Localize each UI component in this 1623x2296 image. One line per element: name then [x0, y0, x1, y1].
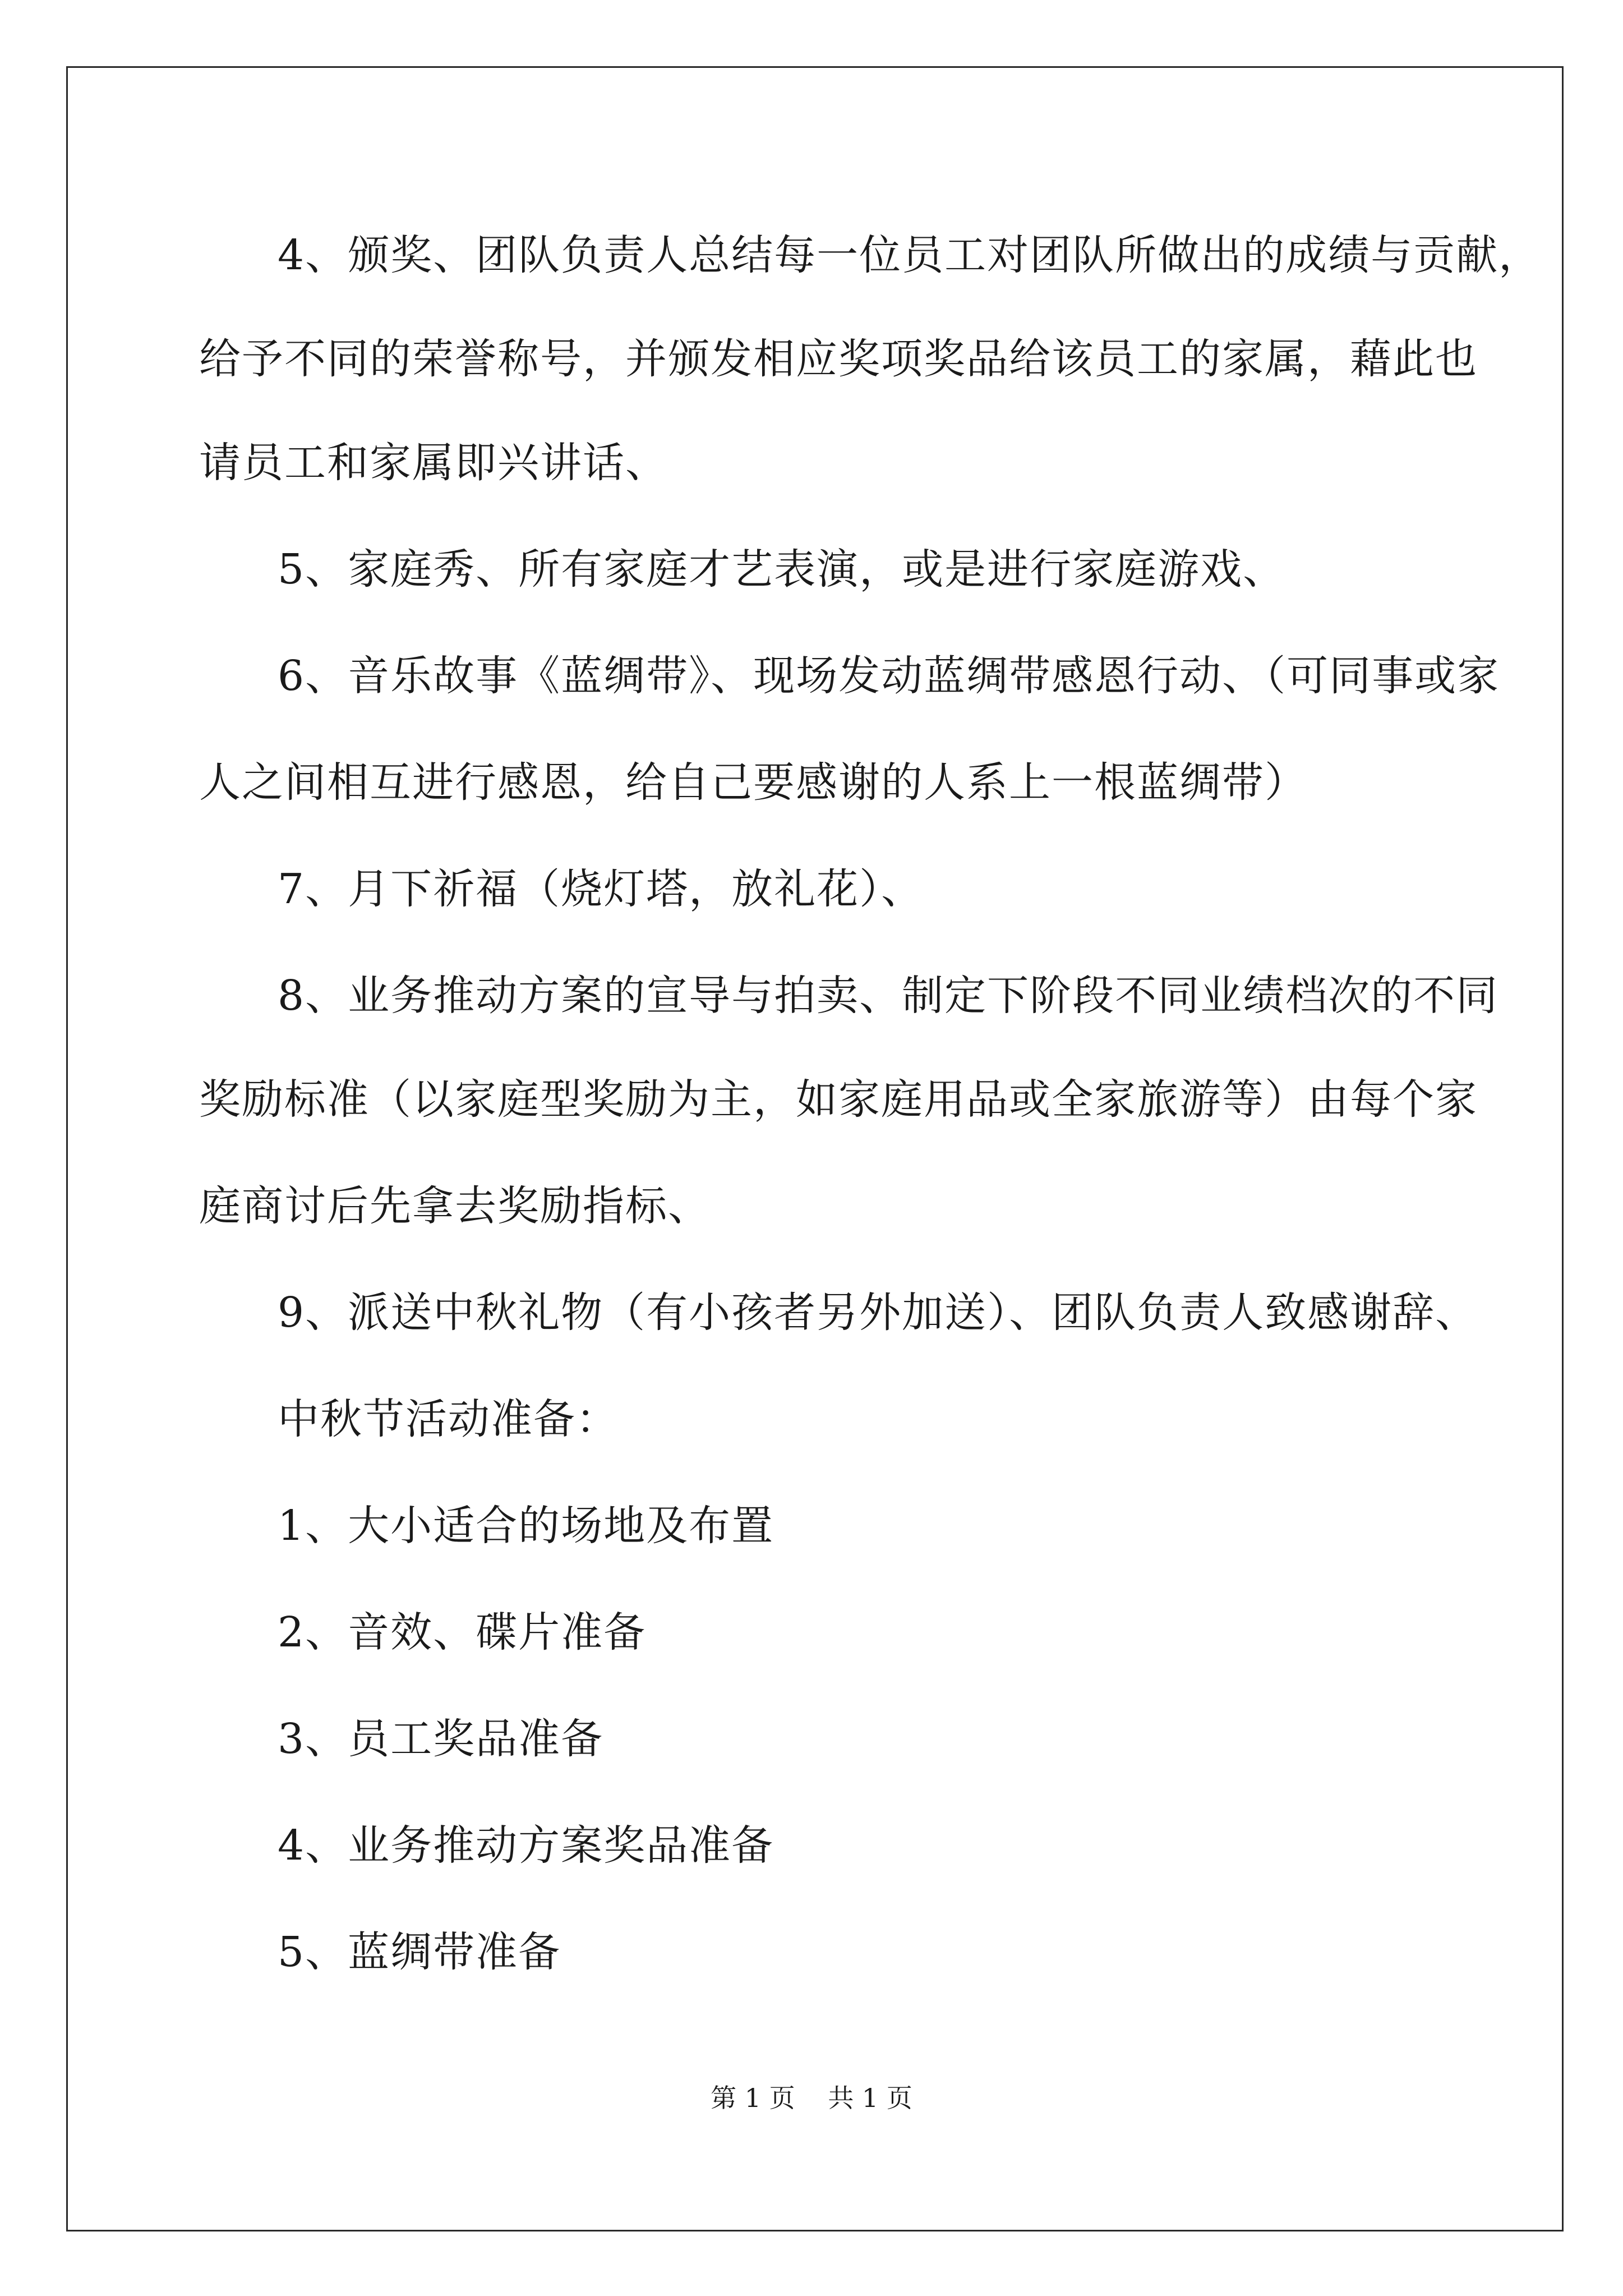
paragraph-line: 9、派送中秋礼物（有小孩者另外加送）、团队负责人致感谢辞、: [278, 1289, 1478, 1337]
paragraph-line: 7、月下祈福（烧灯塔，放礼花）、: [278, 865, 924, 913]
page-number: 第 1 页: [711, 2083, 795, 2113]
page-footer: [0, 2081, 1623, 2115]
list-item: 5、蓝绸带准备: [278, 1928, 561, 1976]
list-item: 4、业务推动方案奖品准备: [278, 1821, 774, 1870]
paragraph-line: 给予不同的荣誉称号，并颁发相应奖项奖品给该员工的家属，藉此也: [199, 335, 1478, 383]
section-heading: 中秋节活动准备：: [278, 1395, 619, 1443]
list-item: 3、员工奖品准备: [278, 1715, 604, 1763]
page-total: 共 1 页: [828, 2083, 912, 2113]
paragraph-line: 5、家庭秀、所有家庭才艺表演，或是进行家庭游戏、: [278, 545, 1286, 593]
list-item: 1、大小适合的场地及布置: [278, 1502, 774, 1550]
paragraph-line: 8、业务推动方案的宣导与拍卖、制定下阶段不同业绩档次的不同: [278, 972, 1499, 1020]
paragraph-line: 奖励标准（以家庭型奖励为主，如家庭用品或全家旅游等）由每个家: [199, 1075, 1478, 1124]
paragraph-line: 4、颁奖、团队负责人总结每一位员工对团队所做出的成绩与贡献，: [278, 231, 1542, 279]
paragraph-line: 人之间相互进行感恩，给自己要感谢的人系上一根蓝绸带）: [199, 758, 1307, 807]
list-item: 2、音效、碟片准备: [278, 1608, 647, 1657]
paragraph-line: 请员工和家属即兴讲话、: [199, 439, 668, 487]
page-border: [66, 66, 1564, 2231]
paragraph-line: 6、音乐故事《蓝绸带》、现场发动蓝绸带感恩行动、（可同事或家: [278, 652, 1500, 700]
paragraph-line: 庭商讨后先拿去奖励指标、: [199, 1182, 711, 1230]
